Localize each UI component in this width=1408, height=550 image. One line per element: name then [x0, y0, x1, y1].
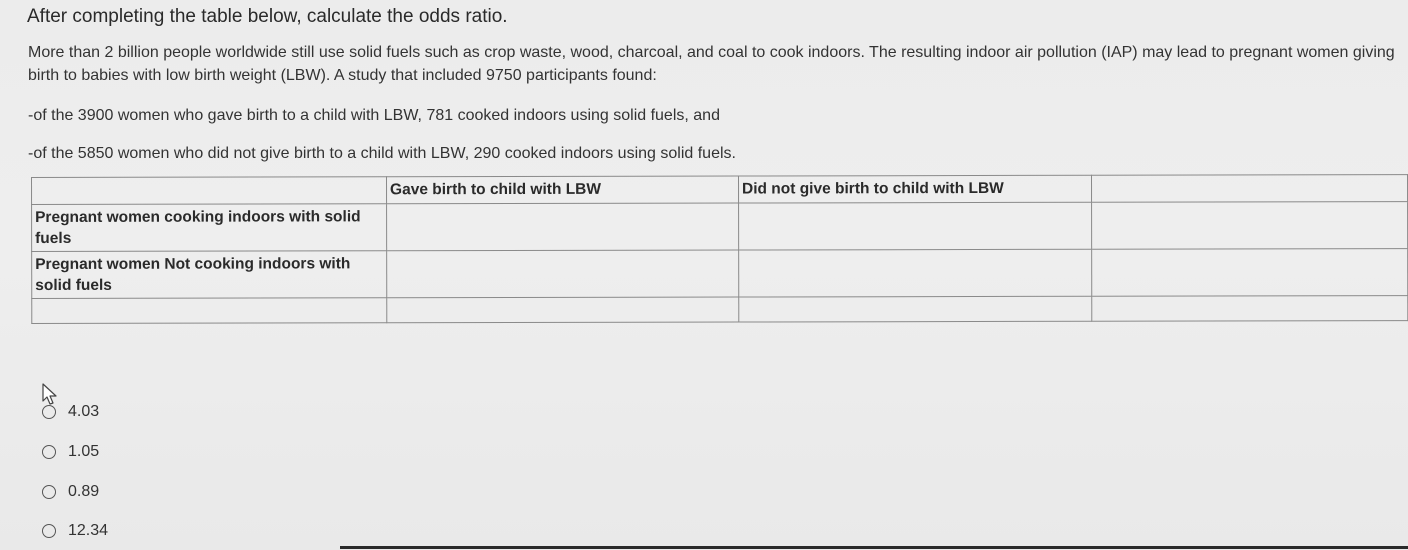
table-input-cell[interactable]: [387, 203, 739, 251]
table-input-cell[interactable]: [1092, 296, 1408, 322]
option-label: 1.05: [68, 443, 100, 460]
table-row: [32, 202, 1408, 252]
question-intro: More than 2 billion people worldwide still use solid fuels such as crop waste, wood, charcoal, and coal to cook indoors. The resulting indoor air pollution (IAP) may lead to pregnant women giving birth to babies with low birth weight (LBW). A study that included 9750 participants found:: [28, 44, 1395, 84]
question-detail-lbw: -of the 3900 women who gave birth to a child with LBW, 781 cooked indoors using solid fuels, and: [28, 107, 720, 124]
table-header-cell: Gave birth to child with LBW: [387, 176, 739, 204]
screen-bottom-edge: [340, 546, 1408, 549]
table-input-cell[interactable]: [1092, 202, 1408, 250]
contingency-table: [31, 174, 1408, 324]
table-input-cell[interactable]: [739, 202, 1092, 250]
table-row: [32, 296, 1408, 324]
radio-button[interactable]: [42, 405, 56, 419]
option-0-89[interactable]: [42, 483, 99, 501]
option-label: 0.89: [68, 483, 100, 500]
table-input-cell[interactable]: [739, 296, 1092, 322]
question-detail-no-lbw: -of the 5850 women who did not give birth to a child with LBW, 290 cooked indoors using solid fuels.: [28, 145, 736, 162]
option-4-03[interactable]: [42, 403, 99, 421]
question-title: After completing the table below, calculate the odds ratio.: [27, 6, 508, 27]
table-input-cell[interactable]: [387, 250, 739, 298]
table-header-row: [32, 175, 1408, 205]
radio-button[interactable]: [42, 445, 56, 459]
table-input-cell[interactable]: [1092, 249, 1408, 297]
option-1-05[interactable]: [42, 443, 99, 461]
table-row: [32, 249, 1408, 299]
table-input-cell[interactable]: [32, 298, 387, 324]
row-label: Pregnant women cooking indoors with solid fuels: [32, 204, 387, 252]
radio-button[interactable]: [42, 485, 56, 499]
row-label: Pregnant women Not cooking indoors with solid fuels: [32, 251, 387, 299]
option-label: 12.34: [68, 522, 109, 539]
radio-button[interactable]: [42, 524, 56, 538]
table-input-cell[interactable]: [387, 297, 739, 323]
table-header-cell: [1091, 175, 1407, 203]
option-12-34[interactable]: [42, 522, 108, 540]
table-header-cell: Did not give birth to child with LBW: [738, 175, 1091, 203]
table-header-cell: [32, 177, 387, 205]
table-input-cell[interactable]: [739, 249, 1092, 297]
option-label: 4.03: [68, 403, 100, 420]
